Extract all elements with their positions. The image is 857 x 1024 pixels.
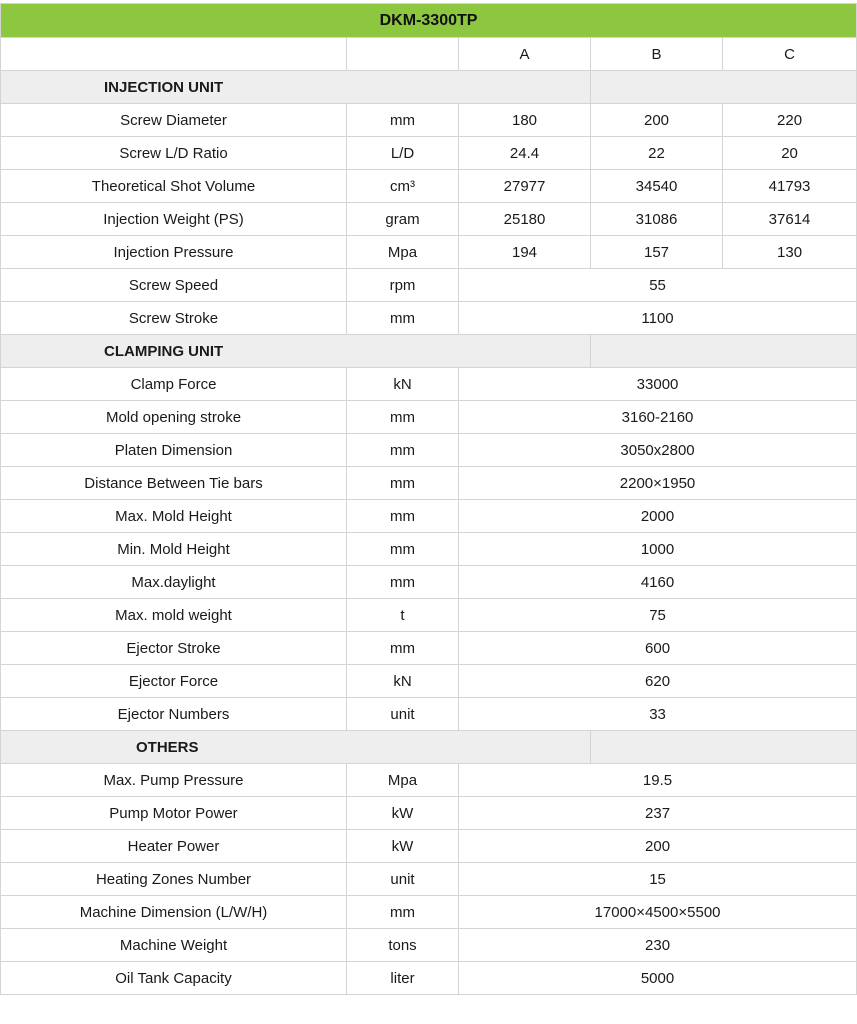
spec-value: 33 <box>459 698 857 731</box>
spec-unit: unit <box>347 863 459 896</box>
spec-label: Max. Mold Height <box>1 500 347 533</box>
spec-value: 230 <box>459 929 857 962</box>
spec-row <box>1 665 857 698</box>
spec-label: Injection Weight (PS) <box>1 203 347 236</box>
spec-value: 55 <box>459 269 857 302</box>
spec-label: Max.daylight <box>1 566 347 599</box>
spec-unit: mm <box>347 896 459 929</box>
spec-unit: rpm <box>347 269 459 302</box>
spec-row <box>1 203 857 236</box>
spec-unit: mm <box>347 533 459 566</box>
column-header-a: A <box>459 38 591 71</box>
model-title: DKM-3300TP <box>1 4 857 38</box>
spec-row <box>1 764 857 797</box>
spec-row <box>1 929 857 962</box>
spec-label: Max. mold weight <box>1 599 347 632</box>
spec-value: 600 <box>459 632 857 665</box>
spec-row <box>1 962 857 995</box>
spec-unit: mm <box>347 401 459 434</box>
spec-row <box>1 236 857 269</box>
spec-label: Min. Mold Height <box>1 533 347 566</box>
spec-value: 200 <box>459 830 857 863</box>
spec-unit: mm <box>347 632 459 665</box>
spec-unit: kW <box>347 830 459 863</box>
spec-label: Pump Motor Power <box>1 797 347 830</box>
spec-value: 3160-2160 <box>459 401 857 434</box>
spec-label: Distance Between Tie bars <box>1 467 347 500</box>
spec-row <box>1 830 857 863</box>
spec-unit: liter <box>347 962 459 995</box>
spec-label: Ejector Stroke <box>1 632 347 665</box>
spec-unit: tons <box>347 929 459 962</box>
column-header-unit-blank <box>347 38 459 71</box>
column-header-c: C <box>723 38 857 71</box>
spec-value-b: 157 <box>591 236 723 269</box>
title-row <box>1 4 857 38</box>
spec-row <box>1 269 857 302</box>
spec-label: Screw Diameter <box>1 104 347 137</box>
spec-row <box>1 434 857 467</box>
spec-label: Max. Pump Pressure <box>1 764 347 797</box>
spec-row <box>1 500 857 533</box>
spec-table-body <box>1 4 857 995</box>
spec-value-c: 41793 <box>723 170 857 203</box>
section-header-filler <box>591 335 857 368</box>
spec-unit: cm³ <box>347 170 459 203</box>
spec-value: 1000 <box>459 533 857 566</box>
spec-row <box>1 599 857 632</box>
spec-row <box>1 698 857 731</box>
spec-value: 75 <box>459 599 857 632</box>
spec-value-b: 31086 <box>591 203 723 236</box>
spec-row <box>1 170 857 203</box>
spec-label: Injection Pressure <box>1 236 347 269</box>
spec-value: 5000 <box>459 962 857 995</box>
section-title: OTHERS <box>1 731 591 764</box>
spec-label: Ejector Numbers <box>1 698 347 731</box>
spec-value-a: 180 <box>459 104 591 137</box>
spec-value-b: 22 <box>591 137 723 170</box>
spec-label: Heater Power <box>1 830 347 863</box>
spec-unit: mm <box>347 302 459 335</box>
spec-value: 2000 <box>459 500 857 533</box>
spec-label: Ejector Force <box>1 665 347 698</box>
spec-unit: mm <box>347 500 459 533</box>
spec-unit: L/D <box>347 137 459 170</box>
spec-label: Theoretical Shot Volume <box>1 170 347 203</box>
spec-label: Clamp Force <box>1 368 347 401</box>
spec-label: Machine Dimension (L/W/H) <box>1 896 347 929</box>
column-header-blank <box>1 38 347 71</box>
spec-row <box>1 467 857 500</box>
spec-value: 17000×4500×5500 <box>459 896 857 929</box>
spec-unit: mm <box>347 434 459 467</box>
spec-value-a: 27977 <box>459 170 591 203</box>
section-title: INJECTION UNIT <box>1 71 591 104</box>
spec-unit: mm <box>347 467 459 500</box>
spec-value-c: 130 <box>723 236 857 269</box>
spec-label: Mold opening stroke <box>1 401 347 434</box>
spec-label: Platen Dimension <box>1 434 347 467</box>
spec-unit: kW <box>347 797 459 830</box>
spec-value: 1100 <box>459 302 857 335</box>
spec-row <box>1 896 857 929</box>
spec-value: 33000 <box>459 368 857 401</box>
spec-unit: mm <box>347 104 459 137</box>
spec-unit: Mpa <box>347 764 459 797</box>
spec-value-b: 34540 <box>591 170 723 203</box>
spec-label: Screw L/D Ratio <box>1 137 347 170</box>
spec-row <box>1 302 857 335</box>
spec-row <box>1 632 857 665</box>
spec-unit: t <box>347 599 459 632</box>
spec-unit: kN <box>347 368 459 401</box>
spec-unit: gram <box>347 203 459 236</box>
spec-table <box>0 3 857 995</box>
section-header-row <box>1 71 857 104</box>
spec-row <box>1 368 857 401</box>
section-header-filler <box>591 731 857 764</box>
spec-label: Screw Speed <box>1 269 347 302</box>
section-header-filler <box>591 71 857 104</box>
column-header-row <box>1 38 857 71</box>
spec-value: 2200×1950 <box>459 467 857 500</box>
section-header-row <box>1 731 857 764</box>
spec-row <box>1 797 857 830</box>
spec-value: 620 <box>459 665 857 698</box>
spec-value: 237 <box>459 797 857 830</box>
spec-row <box>1 137 857 170</box>
spec-value-a: 24.4 <box>459 137 591 170</box>
spec-value: 15 <box>459 863 857 896</box>
spec-row <box>1 104 857 137</box>
spec-unit: Mpa <box>347 236 459 269</box>
spec-value-c: 220 <box>723 104 857 137</box>
spec-row <box>1 401 857 434</box>
spec-row <box>1 566 857 599</box>
spec-label: Oil Tank Capacity <box>1 962 347 995</box>
column-header-b: B <box>591 38 723 71</box>
spec-label: Machine Weight <box>1 929 347 962</box>
spec-row <box>1 533 857 566</box>
spec-value: 19.5 <box>459 764 857 797</box>
spec-value-c: 37614 <box>723 203 857 236</box>
spec-value-a: 25180 <box>459 203 591 236</box>
spec-row <box>1 863 857 896</box>
spec-value: 4160 <box>459 566 857 599</box>
spec-label: Heating Zones Number <box>1 863 347 896</box>
section-title: CLAMPING UNIT <box>1 335 591 368</box>
spec-value-b: 200 <box>591 104 723 137</box>
section-header-row <box>1 335 857 368</box>
spec-label: Screw Stroke <box>1 302 347 335</box>
spec-value-c: 20 <box>723 137 857 170</box>
spec-unit: mm <box>347 566 459 599</box>
spec-value: 3050x2800 <box>459 434 857 467</box>
spec-unit: unit <box>347 698 459 731</box>
spec-unit: kN <box>347 665 459 698</box>
spec-value-a: 194 <box>459 236 591 269</box>
